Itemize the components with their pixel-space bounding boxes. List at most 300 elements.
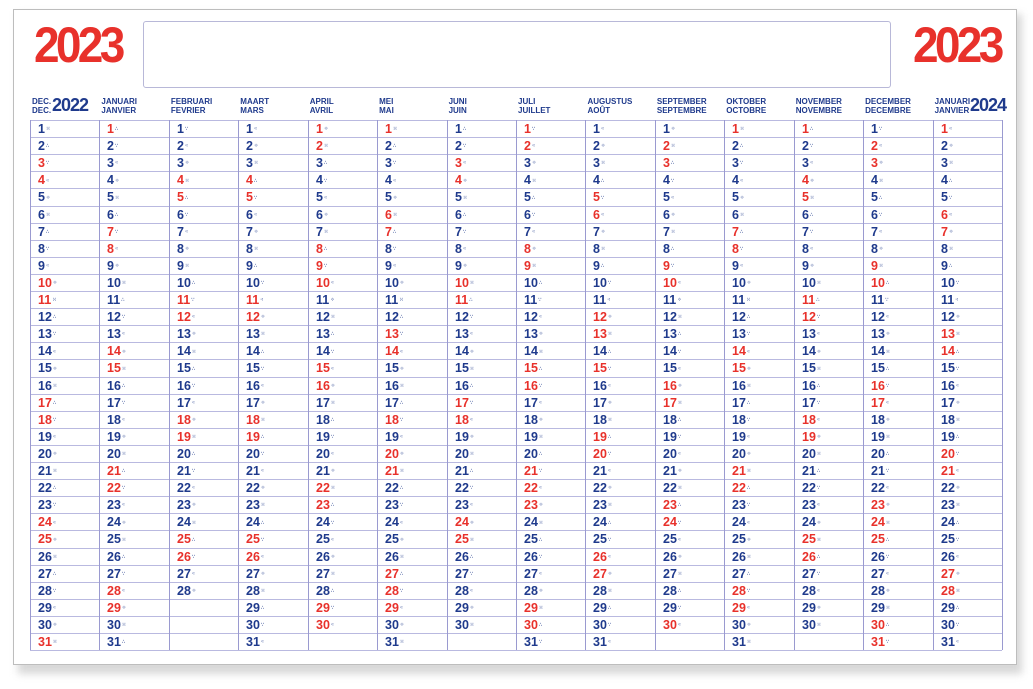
day-cell[interactable] (933, 207, 1002, 224)
day-cell[interactable] (933, 566, 1002, 583)
day-cell[interactable] (933, 138, 1002, 155)
day-cell[interactable] (30, 326, 99, 343)
day-cell[interactable] (794, 155, 863, 172)
day-cell[interactable] (863, 121, 932, 138)
day-cell[interactable] (377, 480, 446, 497)
day-cell[interactable] (377, 309, 446, 326)
day-cell[interactable] (308, 412, 377, 429)
day-cell[interactable] (933, 429, 1002, 446)
day-cell[interactable] (377, 446, 446, 463)
day-cell[interactable] (30, 549, 99, 566)
day-cell[interactable] (655, 583, 724, 600)
day-cell[interactable] (99, 531, 168, 548)
day-cell[interactable] (516, 275, 585, 292)
day-cell[interactable] (377, 241, 446, 258)
day-cell[interactable] (308, 258, 377, 275)
day-cell[interactable] (585, 617, 654, 634)
day-cell[interactable] (308, 395, 377, 412)
day-cell[interactable] (99, 395, 168, 412)
day-cell[interactable] (308, 583, 377, 600)
day-cell[interactable] (447, 617, 516, 634)
day-cell[interactable] (30, 121, 99, 138)
day-cell[interactable] (377, 463, 446, 480)
day-cell[interactable] (99, 155, 168, 172)
day-cell[interactable] (30, 446, 99, 463)
day-cell[interactable] (169, 224, 238, 241)
day-cell[interactable] (863, 463, 932, 480)
day-cell[interactable] (516, 583, 585, 600)
day-cell[interactable] (933, 172, 1002, 189)
day-cell[interactable] (585, 514, 654, 531)
day-cell[interactable] (724, 224, 793, 241)
day-cell[interactable] (447, 531, 516, 548)
day-cell[interactable] (30, 497, 99, 514)
day-cell[interactable] (30, 207, 99, 224)
day-cell[interactable] (863, 309, 932, 326)
day-cell[interactable] (516, 497, 585, 514)
day-cell[interactable] (99, 446, 168, 463)
day-cell[interactable] (933, 224, 1002, 241)
day-cell[interactable] (308, 429, 377, 446)
day-cell[interactable] (933, 378, 1002, 395)
day-cell[interactable] (724, 343, 793, 360)
day-cell[interactable] (238, 480, 307, 497)
day-cell[interactable] (447, 155, 516, 172)
day-cell[interactable] (30, 275, 99, 292)
day-cell[interactable] (169, 155, 238, 172)
day-cell[interactable] (447, 600, 516, 617)
day-cell[interactable] (308, 497, 377, 514)
day-cell[interactable] (863, 275, 932, 292)
day-cell[interactable] (794, 309, 863, 326)
day-cell[interactable] (447, 189, 516, 206)
day-cell[interactable] (724, 207, 793, 224)
day-cell[interactable] (724, 155, 793, 172)
day-cell[interactable] (238, 360, 307, 377)
day-cell[interactable] (30, 429, 99, 446)
day-cell[interactable] (308, 617, 377, 634)
day-cell[interactable] (308, 275, 377, 292)
day-cell[interactable] (585, 292, 654, 309)
day-cell[interactable] (585, 566, 654, 583)
day-cell[interactable] (794, 326, 863, 343)
day-cell[interactable] (447, 258, 516, 275)
day-cell[interactable] (516, 480, 585, 497)
day-cell[interactable] (516, 309, 585, 326)
day-cell[interactable] (377, 429, 446, 446)
day-cell[interactable] (655, 121, 724, 138)
day-cell[interactable] (377, 207, 446, 224)
day-cell[interactable] (238, 617, 307, 634)
day-cell[interactable] (308, 326, 377, 343)
day-cell[interactable] (794, 189, 863, 206)
day-cell[interactable] (933, 309, 1002, 326)
day-cell[interactable] (724, 583, 793, 600)
day-cell[interactable] (585, 207, 654, 224)
day-cell[interactable] (933, 531, 1002, 548)
day-cell[interactable] (238, 429, 307, 446)
day-cell[interactable] (99, 549, 168, 566)
day-cell[interactable] (447, 360, 516, 377)
day-cell[interactable] (169, 583, 238, 600)
day-cell[interactable] (516, 343, 585, 360)
day-cell[interactable] (377, 258, 446, 275)
day-cell[interactable] (516, 138, 585, 155)
day-cell[interactable] (724, 600, 793, 617)
day-cell[interactable] (516, 224, 585, 241)
day-cell[interactable] (863, 326, 932, 343)
day-cell[interactable] (585, 258, 654, 275)
day-cell[interactable] (30, 531, 99, 548)
day-cell[interactable] (99, 258, 168, 275)
day-cell[interactable] (30, 634, 99, 651)
day-cell[interactable] (863, 429, 932, 446)
day-cell[interactable] (30, 600, 99, 617)
day-cell[interactable] (516, 241, 585, 258)
day-cell[interactable] (585, 395, 654, 412)
day-cell[interactable] (447, 412, 516, 429)
day-cell[interactable] (655, 600, 724, 617)
day-cell[interactable] (724, 549, 793, 566)
day-cell[interactable] (308, 343, 377, 360)
day-cell[interactable] (238, 395, 307, 412)
day-cell[interactable] (447, 497, 516, 514)
day-cell[interactable] (169, 429, 238, 446)
day-cell[interactable] (724, 172, 793, 189)
day-cell[interactable] (308, 531, 377, 548)
day-cell[interactable] (30, 224, 99, 241)
day-cell[interactable] (585, 378, 654, 395)
day-cell[interactable] (863, 138, 932, 155)
day-cell[interactable] (377, 549, 446, 566)
day-cell[interactable] (794, 514, 863, 531)
day-cell[interactable] (794, 207, 863, 224)
day-cell[interactable] (516, 258, 585, 275)
day-cell[interactable] (30, 189, 99, 206)
day-cell[interactable] (863, 514, 932, 531)
day-cell[interactable] (30, 566, 99, 583)
day-cell[interactable] (447, 292, 516, 309)
day-cell[interactable] (585, 463, 654, 480)
day-cell[interactable] (99, 634, 168, 651)
day-cell[interactable] (308, 600, 377, 617)
day-cell[interactable] (238, 241, 307, 258)
day-cell[interactable] (724, 634, 793, 651)
day-cell[interactable] (863, 497, 932, 514)
day-cell[interactable] (585, 326, 654, 343)
day-cell[interactable] (655, 446, 724, 463)
day-cell[interactable] (377, 326, 446, 343)
day-cell[interactable] (238, 292, 307, 309)
day-cell[interactable] (724, 121, 793, 138)
day-cell[interactable] (447, 121, 516, 138)
day-cell[interactable] (516, 463, 585, 480)
day-cell[interactable] (794, 224, 863, 241)
day-cell[interactable] (99, 497, 168, 514)
day-cell[interactable] (169, 121, 238, 138)
day-cell[interactable] (30, 360, 99, 377)
day-cell[interactable] (99, 566, 168, 583)
day-cell[interactable] (585, 343, 654, 360)
day-cell[interactable] (516, 378, 585, 395)
day-cell[interactable] (585, 275, 654, 292)
day-cell[interactable] (933, 446, 1002, 463)
day-cell[interactable] (30, 172, 99, 189)
day-cell[interactable] (377, 497, 446, 514)
day-cell[interactable] (516, 514, 585, 531)
day-cell[interactable] (377, 531, 446, 548)
day-cell[interactable] (238, 412, 307, 429)
day-cell[interactable] (447, 395, 516, 412)
day-cell[interactable] (724, 275, 793, 292)
day-cell[interactable] (308, 514, 377, 531)
day-cell[interactable] (99, 378, 168, 395)
day-cell[interactable] (238, 583, 307, 600)
day-cell[interactable] (933, 155, 1002, 172)
day-cell[interactable] (30, 583, 99, 600)
day-cell[interactable] (655, 189, 724, 206)
day-cell[interactable] (794, 343, 863, 360)
day-cell[interactable] (863, 172, 932, 189)
day-cell[interactable] (655, 309, 724, 326)
day-cell[interactable] (863, 343, 932, 360)
day-cell[interactable] (308, 549, 377, 566)
day-cell[interactable] (169, 258, 238, 275)
day-cell[interactable] (238, 446, 307, 463)
day-cell[interactable] (794, 138, 863, 155)
day-cell[interactable] (238, 531, 307, 548)
day-cell[interactable] (308, 292, 377, 309)
day-cell[interactable] (30, 480, 99, 497)
day-cell[interactable] (516, 172, 585, 189)
day-cell[interactable] (724, 241, 793, 258)
day-cell[interactable] (863, 189, 932, 206)
day-cell[interactable] (99, 600, 168, 617)
day-cell[interactable] (794, 463, 863, 480)
day-cell[interactable] (169, 566, 238, 583)
day-cell[interactable] (655, 275, 724, 292)
day-cell[interactable] (655, 549, 724, 566)
day-cell[interactable] (447, 480, 516, 497)
day-cell[interactable] (516, 429, 585, 446)
day-cell[interactable] (308, 480, 377, 497)
day-cell[interactable] (933, 258, 1002, 275)
day-cell[interactable] (585, 549, 654, 566)
day-cell[interactable] (238, 514, 307, 531)
day-cell[interactable] (238, 258, 307, 275)
day-cell[interactable] (447, 241, 516, 258)
day-cell[interactable] (308, 121, 377, 138)
day-cell[interactable] (724, 566, 793, 583)
day-cell[interactable] (794, 292, 863, 309)
day-cell[interactable] (377, 566, 446, 583)
day-cell[interactable] (655, 566, 724, 583)
day-cell[interactable] (585, 634, 654, 651)
day-cell[interactable] (238, 600, 307, 617)
day-cell[interactable] (308, 446, 377, 463)
day-cell[interactable] (308, 378, 377, 395)
day-cell[interactable] (308, 241, 377, 258)
day-cell[interactable] (863, 446, 932, 463)
day-cell[interactable] (933, 600, 1002, 617)
day-cell[interactable] (863, 258, 932, 275)
day-cell[interactable] (724, 617, 793, 634)
day-cell[interactable] (655, 617, 724, 634)
day-cell[interactable] (655, 412, 724, 429)
day-cell[interactable] (99, 429, 168, 446)
day-cell[interactable] (447, 224, 516, 241)
day-cell[interactable] (794, 600, 863, 617)
day-cell[interactable] (516, 412, 585, 429)
day-cell[interactable] (377, 343, 446, 360)
day-cell[interactable] (308, 463, 377, 480)
day-cell[interactable] (585, 429, 654, 446)
day-cell[interactable] (99, 241, 168, 258)
day-cell[interactable] (933, 412, 1002, 429)
day-cell[interactable] (99, 189, 168, 206)
day-cell[interactable] (933, 360, 1002, 377)
day-cell[interactable] (863, 241, 932, 258)
day-cell[interactable] (308, 360, 377, 377)
day-cell[interactable] (724, 429, 793, 446)
day-cell[interactable] (447, 172, 516, 189)
day-cell[interactable] (169, 531, 238, 548)
day-cell[interactable] (169, 360, 238, 377)
day-cell[interactable] (794, 412, 863, 429)
day-cell[interactable] (655, 378, 724, 395)
day-cell[interactable] (794, 378, 863, 395)
day-cell[interactable] (585, 497, 654, 514)
day-cell[interactable] (933, 189, 1002, 206)
day-cell[interactable] (516, 360, 585, 377)
day-cell[interactable] (585, 446, 654, 463)
day-cell[interactable] (447, 138, 516, 155)
day-cell[interactable] (447, 549, 516, 566)
day-cell[interactable] (516, 446, 585, 463)
day-cell[interactable] (863, 224, 932, 241)
day-cell[interactable] (863, 634, 932, 651)
day-cell[interactable] (99, 172, 168, 189)
day-cell[interactable] (516, 395, 585, 412)
day-cell[interactable] (99, 343, 168, 360)
day-cell[interactable] (447, 309, 516, 326)
day-cell[interactable] (377, 378, 446, 395)
day-cell[interactable] (377, 412, 446, 429)
day-cell[interactable] (308, 566, 377, 583)
day-cell[interactable] (30, 292, 99, 309)
day-cell[interactable] (724, 360, 793, 377)
day-cell[interactable] (169, 138, 238, 155)
day-cell[interactable] (655, 395, 724, 412)
day-cell[interactable] (377, 360, 446, 377)
day-cell[interactable] (724, 258, 793, 275)
day-cell[interactable] (30, 514, 99, 531)
day-cell[interactable] (169, 480, 238, 497)
day-cell[interactable] (30, 617, 99, 634)
day-cell[interactable] (30, 378, 99, 395)
day-cell[interactable] (516, 155, 585, 172)
day-cell[interactable] (585, 360, 654, 377)
day-cell[interactable] (655, 172, 724, 189)
day-cell[interactable] (238, 121, 307, 138)
day-cell[interactable] (585, 224, 654, 241)
day-cell[interactable] (99, 224, 168, 241)
day-cell[interactable] (238, 155, 307, 172)
day-cell[interactable] (794, 258, 863, 275)
day-cell[interactable] (863, 395, 932, 412)
day-cell[interactable] (169, 412, 238, 429)
day-cell[interactable] (585, 309, 654, 326)
day-cell[interactable] (308, 207, 377, 224)
day-cell[interactable] (585, 155, 654, 172)
day-cell[interactable] (516, 189, 585, 206)
day-cell[interactable] (933, 514, 1002, 531)
day-cell[interactable] (99, 583, 168, 600)
day-cell[interactable] (238, 549, 307, 566)
day-cell[interactable] (99, 138, 168, 155)
day-cell[interactable] (169, 275, 238, 292)
day-cell[interactable] (863, 360, 932, 377)
day-cell[interactable] (238, 497, 307, 514)
day-cell[interactable] (30, 343, 99, 360)
day-cell[interactable] (863, 292, 932, 309)
day-cell[interactable] (794, 446, 863, 463)
day-cell[interactable] (655, 155, 724, 172)
day-cell[interactable] (724, 326, 793, 343)
day-cell[interactable] (724, 480, 793, 497)
day-cell[interactable] (516, 531, 585, 548)
day-cell[interactable] (99, 121, 168, 138)
day-cell[interactable] (30, 155, 99, 172)
day-cell[interactable] (933, 292, 1002, 309)
day-cell[interactable] (99, 360, 168, 377)
day-cell[interactable] (794, 360, 863, 377)
day-cell[interactable] (863, 617, 932, 634)
day-cell[interactable] (655, 258, 724, 275)
day-cell[interactable] (99, 309, 168, 326)
day-cell[interactable] (238, 326, 307, 343)
day-cell[interactable] (724, 497, 793, 514)
day-cell[interactable] (655, 480, 724, 497)
day-cell[interactable] (238, 172, 307, 189)
day-cell[interactable] (933, 121, 1002, 138)
day-cell[interactable] (169, 241, 238, 258)
day-cell[interactable] (933, 275, 1002, 292)
day-cell[interactable] (585, 531, 654, 548)
day-cell[interactable] (863, 155, 932, 172)
day-cell[interactable] (238, 343, 307, 360)
day-cell[interactable] (238, 378, 307, 395)
day-cell[interactable] (99, 617, 168, 634)
day-cell[interactable] (238, 275, 307, 292)
day-cell[interactable] (169, 172, 238, 189)
day-cell[interactable] (585, 600, 654, 617)
day-cell[interactable] (238, 189, 307, 206)
day-cell[interactable] (585, 121, 654, 138)
day-cell[interactable] (238, 463, 307, 480)
day-cell[interactable] (169, 549, 238, 566)
day-cell[interactable] (516, 207, 585, 224)
day-cell[interactable] (447, 275, 516, 292)
day-cell[interactable] (933, 463, 1002, 480)
day-cell[interactable] (169, 378, 238, 395)
day-cell[interactable] (655, 360, 724, 377)
day-cell[interactable] (516, 326, 585, 343)
day-cell[interactable] (169, 446, 238, 463)
day-cell[interactable] (724, 292, 793, 309)
day-cell[interactable] (169, 292, 238, 309)
day-cell[interactable] (724, 309, 793, 326)
